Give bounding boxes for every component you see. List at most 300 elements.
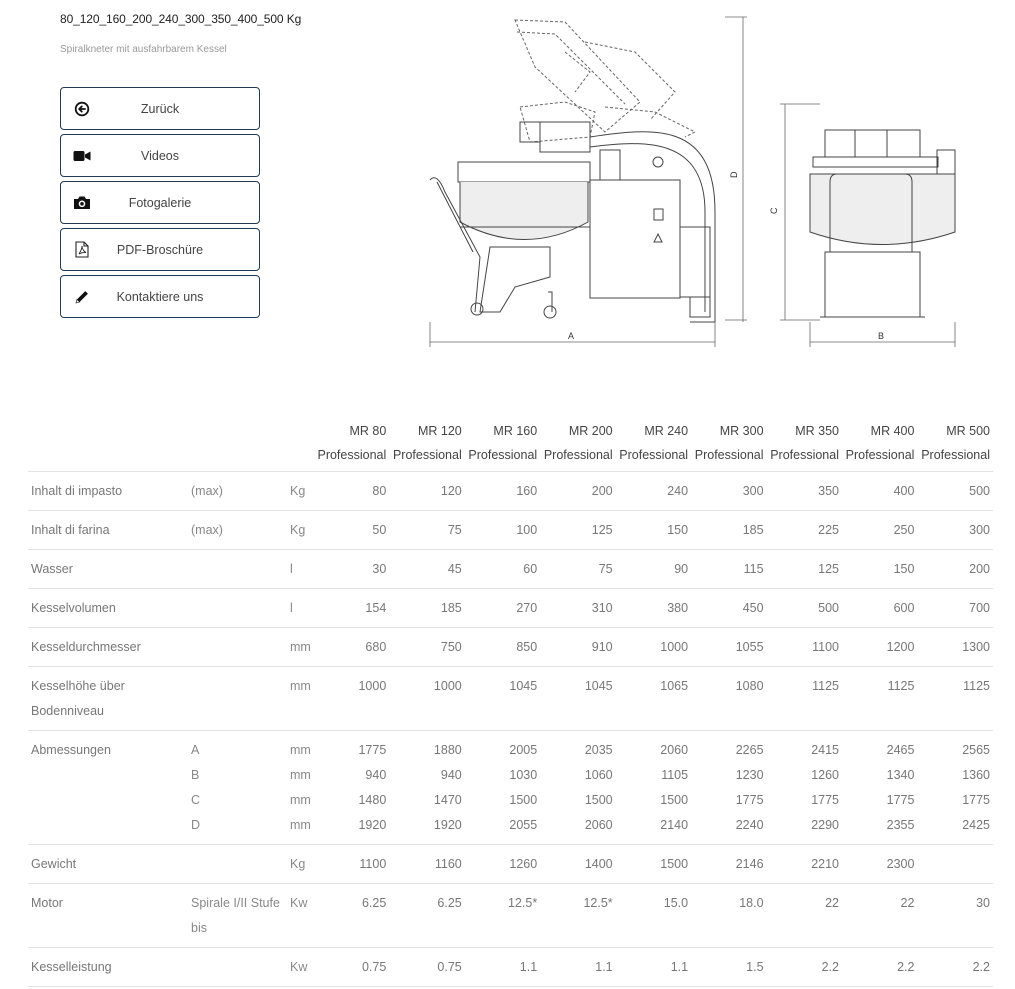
row-unit xyxy=(287,884,314,948)
table-cell xyxy=(842,667,917,731)
row-unit-line: mm xyxy=(290,743,311,757)
table-row xyxy=(28,589,993,628)
table-cell-line: 2055 xyxy=(509,818,538,832)
table-cell-line: 90 xyxy=(674,562,689,576)
table-cell-line: 1125 xyxy=(812,679,839,693)
table-cell-line: 1775 xyxy=(811,793,839,807)
table-cell-line: 2565 xyxy=(962,743,990,757)
table-cell xyxy=(842,472,917,511)
row-qualifier xyxy=(188,667,287,731)
table-cell-line: 1100 xyxy=(359,857,387,871)
pencil-icon xyxy=(73,288,91,306)
table-cell xyxy=(616,731,691,845)
table-cell-line: 2425 xyxy=(962,818,990,832)
table-cell-line: 154 xyxy=(365,601,387,615)
table-cell xyxy=(691,667,766,731)
table-cell xyxy=(842,589,917,628)
row-qualifier xyxy=(188,628,287,667)
videos-button-label: Videos xyxy=(141,148,179,163)
table-cell-line: 2290 xyxy=(811,818,839,832)
table-cell-line: 1230 xyxy=(735,768,764,782)
row-qualifier xyxy=(188,511,287,550)
table-cell-line: 270 xyxy=(516,601,538,615)
row-label: Inhalt di farina xyxy=(28,511,188,550)
table-cell-line: 1260 xyxy=(509,857,538,871)
row-label: Inhalt di impasto xyxy=(28,472,188,511)
table-cell-line: 400 xyxy=(893,484,915,498)
table-cell xyxy=(389,884,464,948)
table-cell xyxy=(767,550,842,589)
dimension-label-d: D xyxy=(729,171,739,178)
table-cell-line: 1775 xyxy=(735,793,764,807)
table-cell-line: 350 xyxy=(818,484,839,498)
table-cell xyxy=(465,845,540,884)
table-cell xyxy=(842,845,917,884)
table-cell-line: 1775 xyxy=(962,793,990,807)
row-unit xyxy=(287,667,314,731)
table-cell xyxy=(616,845,691,884)
table-cell-line: 1.5 xyxy=(746,960,764,974)
photo-gallery-button[interactable] xyxy=(60,181,260,224)
table-row xyxy=(28,628,993,667)
table-cell xyxy=(540,511,615,550)
table-cell xyxy=(616,884,691,948)
row-qualifier xyxy=(188,550,287,589)
table-cell xyxy=(842,628,917,667)
row-qualifier xyxy=(188,731,287,845)
back-button[interactable] xyxy=(60,87,260,130)
row-label: Wasser xyxy=(28,550,188,589)
row-unit-line: mm xyxy=(290,679,311,693)
table-cell xyxy=(389,667,464,731)
row-qualifier-line: Spirale I/II Stufe bis xyxy=(191,896,280,935)
table-cell-line: 80 xyxy=(372,484,387,498)
model-column-header: MR 200 Professional xyxy=(543,424,613,462)
table-cell xyxy=(389,589,464,628)
row-qualifier xyxy=(188,948,287,987)
table-cell-line: 0.75 xyxy=(437,960,462,974)
table-cell xyxy=(314,472,389,511)
table-cell xyxy=(465,589,540,628)
table-cell xyxy=(465,948,540,987)
table-cell-line: 75 xyxy=(447,523,462,537)
row-unit xyxy=(287,511,314,550)
row-qualifier xyxy=(188,845,287,884)
table-cell xyxy=(767,884,842,948)
table-cell xyxy=(917,628,993,667)
table-cell-line: 2.2 xyxy=(897,960,915,974)
table-row xyxy=(28,948,993,987)
table-cell-line: 940 xyxy=(365,768,387,782)
table-cell xyxy=(314,731,389,845)
table-cell-line: 225 xyxy=(818,523,839,537)
table-cell-line: 1065 xyxy=(660,679,689,693)
table-cell-line: 200 xyxy=(969,562,990,576)
table-cell-line: 185 xyxy=(440,601,462,615)
row-unit xyxy=(287,550,314,589)
table-cell-line: 0.75 xyxy=(361,960,387,974)
table-cell xyxy=(917,589,993,628)
table-cell xyxy=(767,628,842,667)
table-cell-line: 940 xyxy=(440,768,462,782)
pdf-brochure-button-label: PDF-Broschüre xyxy=(116,242,204,257)
table-cell-line: 1060 xyxy=(584,768,613,782)
table-cell xyxy=(465,511,540,550)
row-unit-line: Kw xyxy=(290,896,308,910)
table-cell-line: 1920 xyxy=(433,818,462,832)
dimension-label-b: B xyxy=(878,331,885,341)
row-qualifier-line: (max) xyxy=(191,484,223,498)
table-cell-line: 1880 xyxy=(433,743,462,757)
row-unit-line: Kg xyxy=(290,523,306,537)
table-cell-line: 1480 xyxy=(358,793,387,807)
video-camera-icon xyxy=(73,147,91,165)
table-cell-line: 1030 xyxy=(509,768,538,782)
page-subtitle: Spiralkneter mit ausfahrbarem Kessel xyxy=(60,44,227,55)
table-cell-line: 1045 xyxy=(509,679,538,693)
table-cell-line: 125 xyxy=(818,562,839,576)
table-cell-line: 75 xyxy=(598,562,613,576)
contact-button[interactable] xyxy=(60,275,260,318)
photo-gallery-button-label: Fotogalerie xyxy=(128,195,192,210)
table-cell-line: 1400 xyxy=(584,857,613,871)
table-cell-line: 2.2 xyxy=(972,960,990,974)
table-cell xyxy=(314,511,389,550)
table-cell-line: 2146 xyxy=(735,857,764,871)
table-cell-line: 160 xyxy=(516,484,538,498)
model-column-header: MR 160 Professional xyxy=(468,424,538,462)
table-cell-line: 1000 xyxy=(358,679,387,693)
table-cell-line: 1500 xyxy=(584,793,613,807)
table-cell-line: 2415 xyxy=(811,743,839,757)
table-cell-line: 22 xyxy=(900,896,915,910)
table-cell xyxy=(540,731,615,845)
row-unit xyxy=(287,628,314,667)
table-cell-line: 22 xyxy=(825,896,839,910)
table-cell-line: 1055 xyxy=(735,640,764,654)
row-label: Kesselhöhe über Bodenniveau xyxy=(28,667,188,731)
table-row xyxy=(28,884,993,948)
table-row xyxy=(28,731,993,845)
table-cell xyxy=(767,731,842,845)
camera-icon xyxy=(73,194,91,212)
table-cell-line: 1260 xyxy=(811,768,839,782)
table-cell-line: 150 xyxy=(667,523,689,537)
model-column-header: MR 300 Professional xyxy=(694,424,764,462)
row-unit-line: l xyxy=(290,601,293,615)
specifications-table xyxy=(28,415,993,987)
table-cell-line: 120 xyxy=(440,484,462,498)
row-unit-line: Kw xyxy=(290,960,308,974)
row-unit xyxy=(287,589,314,628)
table-cell xyxy=(691,589,766,628)
table-cell-line: 2300 xyxy=(886,857,915,871)
table-cell-line: 1340 xyxy=(886,768,915,782)
row-unit xyxy=(287,845,314,884)
table-cell-line: 1080 xyxy=(735,679,764,693)
table-cell xyxy=(540,948,615,987)
row-unit xyxy=(287,948,314,987)
table-cell-line: 1920 xyxy=(358,818,387,832)
table-cell-line: 18.0 xyxy=(739,896,764,910)
table-cell xyxy=(917,472,993,511)
table-cell-line: 500 xyxy=(818,601,839,615)
table-cell-line: 6.25 xyxy=(437,896,462,910)
table-cell-line: 2035 xyxy=(584,743,613,757)
table-row xyxy=(28,845,993,884)
row-label: Kesseldurchmesser xyxy=(28,628,188,667)
table-cell xyxy=(465,731,540,845)
table-cell-line: 2265 xyxy=(735,743,764,757)
table-cell xyxy=(465,472,540,511)
table-cell xyxy=(917,511,993,550)
table-cell-line: 250 xyxy=(893,523,915,537)
table-cell xyxy=(842,550,917,589)
table-cell-line: 1000 xyxy=(433,679,462,693)
table-cell-line: 2210 xyxy=(811,857,839,871)
table-cell-line: 1045 xyxy=(584,679,613,693)
table-cell xyxy=(389,511,464,550)
table-cell-line: 2240 xyxy=(735,818,764,832)
row-unit-line: mm xyxy=(290,793,311,807)
model-column-header: MR 80 Professional xyxy=(317,424,387,462)
table-cell xyxy=(691,472,766,511)
table-cell xyxy=(842,884,917,948)
row-qualifier-line: C xyxy=(191,793,201,807)
table-cell-line: 300 xyxy=(969,523,990,537)
table-cell xyxy=(917,550,993,589)
table-cell xyxy=(616,628,691,667)
table-cell xyxy=(540,589,615,628)
row-qualifier-line: (max) xyxy=(191,523,223,537)
contact-button-label: Kontaktiere uns xyxy=(116,289,204,304)
table-cell xyxy=(691,731,766,845)
table-cell-line: 1125 xyxy=(887,679,915,693)
table-cell xyxy=(616,511,691,550)
row-unit-line: mm xyxy=(290,768,311,782)
row-qualifier xyxy=(188,472,287,511)
row-qualifier-line: A xyxy=(191,743,200,757)
table-cell xyxy=(314,628,389,667)
row-qualifier-line: B xyxy=(191,768,200,782)
table-cell-line: 910 xyxy=(591,640,613,654)
table-cell-line: 850 xyxy=(516,640,538,654)
table-cell-line: 1.1 xyxy=(670,960,689,974)
table-cell xyxy=(691,628,766,667)
row-qualifier-line: D xyxy=(191,818,201,832)
table-cell-line: 1500 xyxy=(509,793,538,807)
page-title: 80_120_160_200_240_300_350_400_500 Kg xyxy=(60,12,302,26)
back-button-label: Zurück xyxy=(140,101,180,116)
table-cell xyxy=(917,948,993,987)
table-cell xyxy=(842,731,917,845)
table-cell-line: 600 xyxy=(893,601,915,615)
table-cell xyxy=(540,667,615,731)
table-cell-line: 500 xyxy=(969,484,990,498)
table-cell-line: 6.25 xyxy=(361,896,387,910)
table-cell-line: 60 xyxy=(523,562,538,576)
table-row xyxy=(28,550,993,589)
table-cell-line: 1.1 xyxy=(519,960,538,974)
table-row xyxy=(28,511,993,550)
arrow-left-circle-icon xyxy=(73,100,91,118)
table-cell xyxy=(465,628,540,667)
table-cell-line: 1360 xyxy=(962,768,990,782)
table-cell-line: 1500 xyxy=(660,857,689,871)
table-cell xyxy=(465,550,540,589)
table-cell xyxy=(389,948,464,987)
model-column-header: MR 240 Professional xyxy=(619,424,689,462)
table-cell-line: 100 xyxy=(516,523,538,537)
table-cell-line: 2005 xyxy=(509,743,538,757)
table-cell xyxy=(389,550,464,589)
technical-drawing xyxy=(425,12,970,352)
table-cell xyxy=(465,884,540,948)
row-unit-line: mm xyxy=(290,640,311,654)
table-cell-line: 450 xyxy=(742,601,764,615)
row-label: Abmessungen xyxy=(28,731,188,845)
table-cell xyxy=(540,845,615,884)
table-cell xyxy=(314,667,389,731)
table-cell-line: 30 xyxy=(372,562,387,576)
table-cell-line: 1100 xyxy=(812,640,839,654)
table-cell-line: 1.1 xyxy=(595,960,613,974)
table-cell-line: 310 xyxy=(591,601,613,615)
table-cell-line: 1105 xyxy=(661,768,689,782)
table-cell-line: 15.0 xyxy=(663,896,689,910)
row-unit xyxy=(287,472,314,511)
table-cell xyxy=(917,731,993,845)
table-cell-line: 185 xyxy=(742,523,764,537)
table-cell-line: 380 xyxy=(667,601,689,615)
table-cell xyxy=(842,511,917,550)
table-cell xyxy=(691,884,766,948)
table-cell-line: 2140 xyxy=(660,818,689,832)
table-cell xyxy=(314,845,389,884)
row-unit xyxy=(287,731,314,845)
table-cell xyxy=(616,550,691,589)
table-cell xyxy=(917,845,993,884)
table-cell xyxy=(616,589,691,628)
table-cell-line: 240 xyxy=(667,484,689,498)
row-label: Motor xyxy=(28,884,188,948)
table-row xyxy=(28,667,993,731)
table-cell-line: 12.5* xyxy=(583,896,613,910)
table-cell xyxy=(465,667,540,731)
table-cell-line: 700 xyxy=(969,601,990,615)
table-cell-line: 1200 xyxy=(886,640,915,654)
table-cell xyxy=(767,511,842,550)
table-cell xyxy=(767,667,842,731)
table-header-row xyxy=(28,415,993,472)
table-cell-line: 2.2 xyxy=(821,960,839,974)
action-buttons xyxy=(60,87,260,322)
row-unit-line: l xyxy=(290,562,293,576)
row-qualifier xyxy=(188,589,287,628)
table-cell xyxy=(616,472,691,511)
table-cell-line: 2060 xyxy=(584,818,613,832)
table-cell xyxy=(767,948,842,987)
table-row xyxy=(28,472,993,511)
table-cell xyxy=(540,472,615,511)
dimension-label-a: A xyxy=(568,331,575,341)
table-cell-line: 1500 xyxy=(660,793,689,807)
model-column-header: MR 500 Professional xyxy=(921,424,990,462)
row-label: Kesselleistung xyxy=(28,948,188,987)
table-cell-line: 680 xyxy=(365,640,387,654)
table-cell-line: 1775 xyxy=(886,793,915,807)
table-cell xyxy=(314,550,389,589)
pdf-brochure-button[interactable] xyxy=(60,228,260,271)
table-cell xyxy=(767,472,842,511)
table-cell-line: 200 xyxy=(591,484,613,498)
table-cell xyxy=(691,511,766,550)
table-cell-line: 1160 xyxy=(434,857,462,871)
row-unit-line: mm xyxy=(290,818,311,832)
table-cell xyxy=(389,845,464,884)
table-cell-line: 45 xyxy=(447,562,462,576)
model-column-header: MR 120 Professional xyxy=(392,424,462,462)
table-cell xyxy=(540,884,615,948)
table-cell xyxy=(389,628,464,667)
table-cell xyxy=(314,884,389,948)
table-cell xyxy=(691,845,766,884)
table-cell-line: 12.5* xyxy=(507,896,538,910)
table-cell-line: 30 xyxy=(976,896,990,910)
model-column-header: MR 400 Professional xyxy=(845,424,915,462)
videos-button[interactable] xyxy=(60,134,260,177)
model-column-header: MR 350 Professional xyxy=(770,424,839,462)
table-cell xyxy=(767,589,842,628)
table-cell-line: 1125 xyxy=(963,679,990,693)
row-unit-line: Kg xyxy=(290,857,306,871)
table-cell-line: 750 xyxy=(440,640,462,654)
table-cell xyxy=(616,948,691,987)
table-cell xyxy=(767,845,842,884)
table-cell xyxy=(389,731,464,845)
table-cell-line: 1000 xyxy=(660,640,689,654)
table-cell xyxy=(540,628,615,667)
row-label: Gewicht xyxy=(28,845,188,884)
pdf-file-icon xyxy=(73,241,91,259)
table-cell xyxy=(691,948,766,987)
table-cell-line: 1775 xyxy=(358,743,387,757)
table-cell-line: 50 xyxy=(372,523,387,537)
row-qualifier xyxy=(188,884,287,948)
table-cell xyxy=(917,884,993,948)
dimension-label-c: C xyxy=(769,207,779,214)
table-cell xyxy=(691,550,766,589)
table-cell-line: 125 xyxy=(591,523,613,537)
table-cell xyxy=(314,948,389,987)
table-cell-line: 1300 xyxy=(962,640,990,654)
row-unit-line: Kg xyxy=(290,484,306,498)
table-cell-line: 2060 xyxy=(660,743,689,757)
table-cell-line: 115 xyxy=(743,562,764,576)
row-label: Kesselvolumen xyxy=(28,589,188,628)
table-cell xyxy=(842,948,917,987)
table-cell-line: 2355 xyxy=(886,818,915,832)
table-cell xyxy=(389,472,464,511)
table-cell-line: 300 xyxy=(742,484,764,498)
table-cell xyxy=(917,667,993,731)
table-cell xyxy=(540,550,615,589)
table-cell-line: 1470 xyxy=(433,793,462,807)
table-cell-line: 150 xyxy=(893,562,915,576)
table-cell xyxy=(616,667,691,731)
table-cell-line: 2465 xyxy=(886,743,915,757)
table-cell xyxy=(314,589,389,628)
